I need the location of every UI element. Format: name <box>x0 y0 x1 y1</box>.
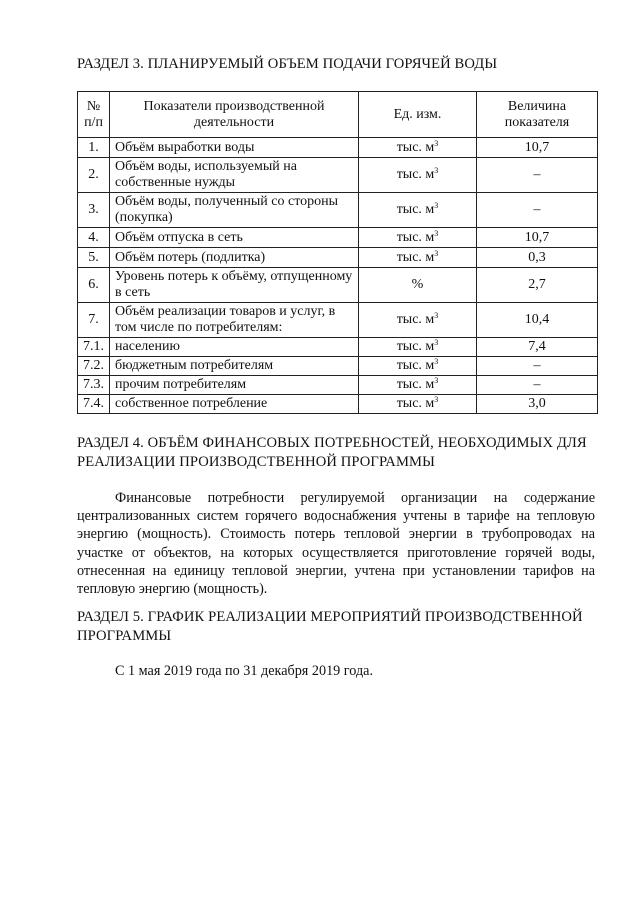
table-row <box>78 138 598 158</box>
row-indicator-name: Объём реализации товаров и услуг, в том числе по потребителям: <box>110 303 359 338</box>
section-4-title: РАЗДЕЛ 4. ОБЪЁМ ФИНАНСОВЫХ ПОТРЕБНОСТЕЙ, НЕОБХОДИМЫХ ДЛЯ РЕАЛИЗАЦИИ ПРОИЗВОДСТВЕННОЙ ПРОГРАММЫ <box>77 435 587 470</box>
section-4-paragraph: Финансовые потребности регулируемой организации на содержание централизованных систем горячего водоснабжения учтены в тарифе на тепловую энергию (мощность). Стоимость потерь тепловой энергии в трубопроводах на участке от объектов, на которых осуществляется приготовление горячей воды, отнесенная на единицу тепловой энергии, учтена при установлении тарифов на тепловую энергию (мощность). <box>77 490 595 598</box>
row-unit-text: тыс. м <box>396 377 435 392</box>
row-unit-superscript: 3 <box>434 138 439 148</box>
row-number: 1. <box>78 138 110 158</box>
row-value: – <box>477 158 598 193</box>
row-value: 10,7 <box>477 228 598 248</box>
table-row <box>78 357 598 376</box>
row-unit <box>359 395 477 414</box>
row-indicator-name: Объём выработки воды <box>110 138 359 158</box>
row-unit-text: тыс. м <box>396 139 435 155</box>
row-indicator-name: населению <box>110 338 359 357</box>
table-body <box>78 138 598 414</box>
row-indicator-name: Объём отпуска в сеть <box>110 228 359 248</box>
row-unit-superscript: 3 <box>434 228 439 238</box>
row-indicator-name: бюджетным потребителям <box>110 357 359 376</box>
header-value: Величина показателя <box>477 92 598 138</box>
row-number: 5. <box>78 248 110 268</box>
row-value: 2,7 <box>477 268 598 303</box>
row-unit <box>359 158 477 193</box>
row-indicator-name: Объём воды, полученный со стороны (покупка) <box>110 193 359 228</box>
table-header-row <box>78 92 598 138</box>
row-unit <box>359 248 477 268</box>
section-5-title: РАЗДЕЛ 5. ГРАФИК РЕАЛИЗАЦИИ МЕРОПРИЯТИЙ ПРОИЗВОДСТВЕННОЙ ПРОГРАММЫ <box>77 609 583 644</box>
row-number: 7.3. <box>78 376 110 395</box>
row-unit <box>359 193 477 228</box>
row-unit-text: % <box>411 277 424 292</box>
row-unit-superscript: 3 <box>434 166 439 175</box>
row-unit <box>359 228 477 248</box>
table-row <box>78 248 598 268</box>
row-unit <box>359 303 477 338</box>
row-number: 2. <box>78 158 110 193</box>
row-number: 6. <box>78 268 110 303</box>
section-3-title: РАЗДЕЛ 3. ПЛАНИРУЕМЫЙ ОБЪЕМ ПОДАЧИ ГОРЯЧЕЙ ВОДЫ <box>77 56 498 72</box>
table-row <box>78 338 598 357</box>
row-indicator-name: собственное потребление <box>110 395 359 414</box>
table-row <box>78 158 598 193</box>
header-num: № п/п <box>78 92 110 138</box>
row-unit <box>359 376 477 395</box>
row-number: 7. <box>78 303 110 338</box>
row-indicator-name: Уровень потерь к объёму, отпущенному в сеть <box>110 268 359 303</box>
row-number: 4. <box>78 228 110 248</box>
row-unit-superscript: 3 <box>434 338 439 347</box>
section-5-schedule-text: С 1 мая 2019 года по 31 декабря 2019 года. <box>115 663 374 679</box>
row-number: 7.2. <box>78 357 110 376</box>
row-number: 7.4. <box>78 395 110 414</box>
row-value: 3,0 <box>477 395 598 414</box>
table-row <box>78 228 598 248</box>
row-unit-superscript: 3 <box>434 395 439 404</box>
table-row <box>78 376 598 395</box>
row-unit <box>359 338 477 357</box>
row-unit-text: тыс. м <box>396 358 435 373</box>
row-unit-text: тыс. м <box>396 202 435 217</box>
row-unit-text: тыс. м <box>396 229 435 245</box>
row-indicator-name: Объём потерь (подлитка) <box>110 248 359 268</box>
row-value: 10,7 <box>477 138 598 158</box>
row-unit-text: тыс. м <box>396 249 435 265</box>
row-unit-text: тыс. м <box>396 167 435 182</box>
row-unit-superscript: 3 <box>434 201 439 210</box>
row-unit-text: тыс. м <box>396 339 435 354</box>
row-unit-superscript: 3 <box>434 311 439 320</box>
row-value: – <box>477 357 598 376</box>
row-unit-superscript: 3 <box>434 248 439 258</box>
table-row <box>78 395 598 414</box>
row-unit-superscript: 3 <box>434 357 439 366</box>
row-number: 3. <box>78 193 110 228</box>
row-indicator-name: прочим потребителям <box>110 376 359 395</box>
row-value: 0,3 <box>477 248 598 268</box>
row-unit-text: тыс. м <box>396 396 435 411</box>
table-row <box>78 268 598 303</box>
table-row <box>78 193 598 228</box>
row-unit <box>359 268 477 303</box>
row-unit <box>359 357 477 376</box>
row-value: 10,4 <box>477 303 598 338</box>
row-indicator-name: Объём воды, используемый на собственные нужды <box>110 158 359 193</box>
row-unit-superscript: 3 <box>434 376 439 385</box>
table-row <box>78 303 598 338</box>
row-value: 7,4 <box>477 338 598 357</box>
hot-water-volume-table <box>77 91 598 414</box>
row-unit-text: тыс. м <box>396 312 435 327</box>
row-unit <box>359 138 477 158</box>
header-unit: Ед. изм. <box>359 92 477 138</box>
row-value: – <box>477 193 598 228</box>
row-value: – <box>477 376 598 395</box>
row-number: 7.1. <box>78 338 110 357</box>
header-indicator: Показатели производственной деятельности <box>110 92 359 138</box>
